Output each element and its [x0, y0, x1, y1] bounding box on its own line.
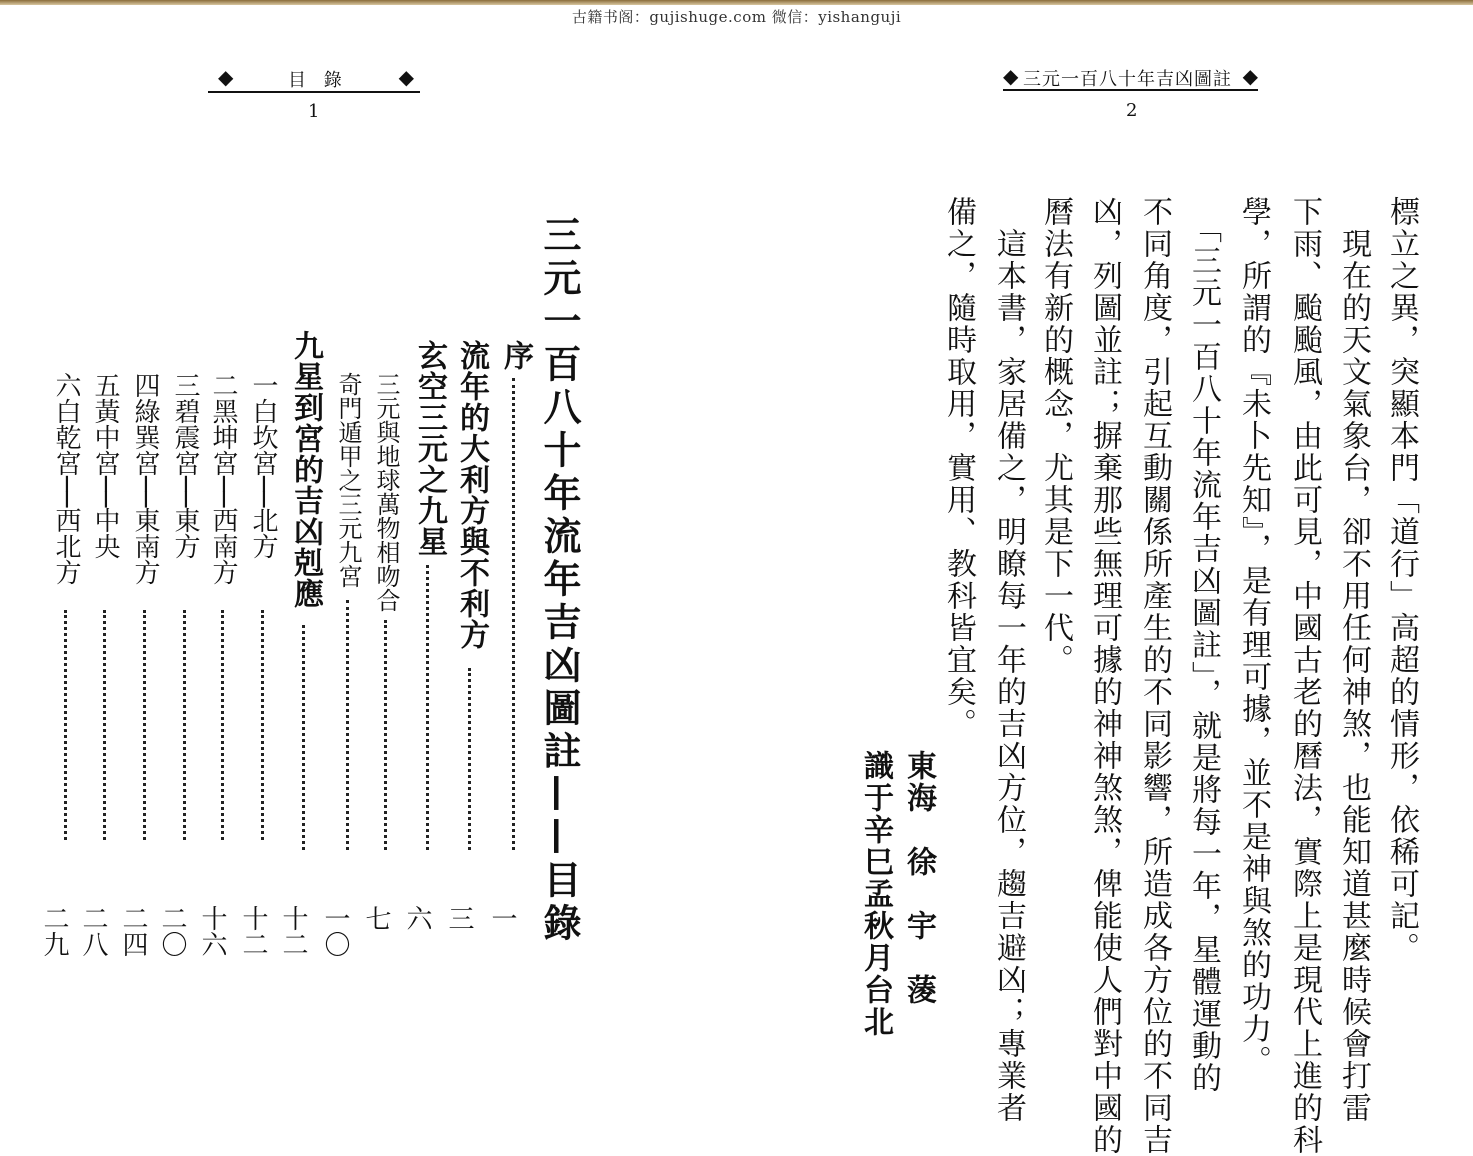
diamond-icon: ◆ [1242, 64, 1258, 88]
toc-leader-dots [103, 610, 106, 840]
toc-entry-page: 三 [444, 905, 474, 931]
prose-column: 曆法有新的概念，尤其是下一代。 [1038, 196, 1073, 676]
toc-entry-page: 七 [361, 905, 391, 931]
toc-entry-page: 二八 [78, 905, 108, 957]
signature-author: 東海 徐 宇 蔆 [901, 750, 936, 1006]
book-title-text: 三元一百八十年流年吉凶圖註 [537, 215, 582, 774]
toc-entry-title: 玄空三元之九星 [412, 340, 447, 557]
toc-entry-title: 六白乾宮──西北方 [51, 372, 81, 586]
header-rule [208, 91, 420, 93]
toc-entry-page: 一 [487, 905, 517, 931]
toc-entry-page: 一〇 [320, 905, 350, 957]
toc-entry-title: 四綠巽宮──東南方 [130, 372, 160, 586]
toc-leader-dots [384, 620, 387, 850]
toc-entry-page: 十二 [238, 905, 268, 957]
toc-entry-page: 二〇 [157, 905, 187, 957]
toc-entry-title: 一白坎宮──北方 [248, 372, 278, 560]
toc-leader-dots [468, 668, 471, 850]
toc-entry-page: 二九 [39, 905, 69, 957]
toc-entry-page: 十二 [278, 905, 308, 957]
toc-entry-title: 五黃中宮──中央 [90, 372, 120, 560]
prose-column: 這本書，家居備之，明瞭每一年的吉凶方位，趨吉避凶；專業者 [991, 196, 1026, 1124]
top-border [0, 0, 1473, 5]
toc-leader-dots [143, 610, 146, 840]
header-rule [1003, 89, 1258, 91]
right-page-number: 2 [1126, 100, 1138, 121]
toc-leader-dots [261, 610, 264, 840]
diamond-icon: ◆ [1003, 64, 1019, 88]
left-page-header [208, 66, 420, 96]
prose-column: 「三元一百八十年流年吉凶圖註」，就是將每一年，星體運動的 [1186, 196, 1221, 1094]
toc-entry-page: 二四 [118, 905, 148, 957]
toc-leader-dots [346, 600, 349, 850]
toc-leader-dots [183, 610, 186, 840]
prose-column: 備之，隨時取用，實用、教科皆宜矣。 [941, 196, 976, 740]
toc-leader-dots [426, 565, 429, 850]
prose-column: 不同角度，引起互動關係所產生的不同影響，所造成各方位的不同吉 [1137, 196, 1172, 1156]
toc-leader-dots [302, 625, 305, 850]
toc-entry-title: 二黑坤宮──西南方 [208, 372, 238, 586]
left-page-number: 1 [308, 101, 320, 122]
toc-entry-title: 序 [498, 340, 533, 370]
toc-entry-title: 流年的大利方與不利方 [454, 340, 489, 650]
toc-leader-dots [221, 610, 224, 840]
prose-column: 標立之異，突顯本門「道行」高超的情形，依稀可記。 [1384, 196, 1419, 964]
signature-date: 識于辛巳孟秋月台北 [858, 750, 893, 1038]
right-header-title: 三元一百八十年吉凶圖註 [1023, 69, 1232, 90]
toc-entry-title: 三元與地球萬物相吻合 [372, 372, 400, 612]
right-page-header [1003, 64, 1258, 96]
toc-entry-title: 九星到宮的吉凶剋應 [288, 330, 323, 609]
left-header-title: 目 錄 [288, 70, 348, 91]
prose-column: 下雨、颱颱風，由此可見，中國古老的曆法，實際上是現代上進的科 [1287, 196, 1322, 1156]
prose-column: 凶，列圖並註；摒棄那些無理可據的神神煞煞，俾能使人們對中國的 [1087, 196, 1122, 1156]
title-dash: —— [537, 774, 582, 860]
prose-column: 學，所謂的『未卜先知』，是有理可據，並不是神與煞的功力。 [1236, 196, 1271, 1077]
toc-leader-dots [512, 378, 515, 850]
diamond-icon: ◆ [218, 65, 234, 89]
toc-entry-page: 六 [402, 905, 432, 931]
toc-label: 目錄 [537, 860, 582, 946]
toc-leader-dots [64, 610, 67, 840]
prose-column: 現在的天文氣象台，卻不用任何神煞，也能知道甚麼時候會打雷 [1336, 196, 1371, 1124]
toc-entry-page: 十六 [197, 905, 227, 957]
watermark: 古籍书阁：gujishuge.com 微信：yishanguji [571, 8, 902, 26]
diamond-icon: ◆ [398, 65, 414, 89]
toc-entry-title: 奇門遁甲之三元九宮 [334, 372, 362, 588]
book-title [537, 215, 582, 946]
toc-entry-title: 三碧震宮──東方 [170, 372, 200, 560]
